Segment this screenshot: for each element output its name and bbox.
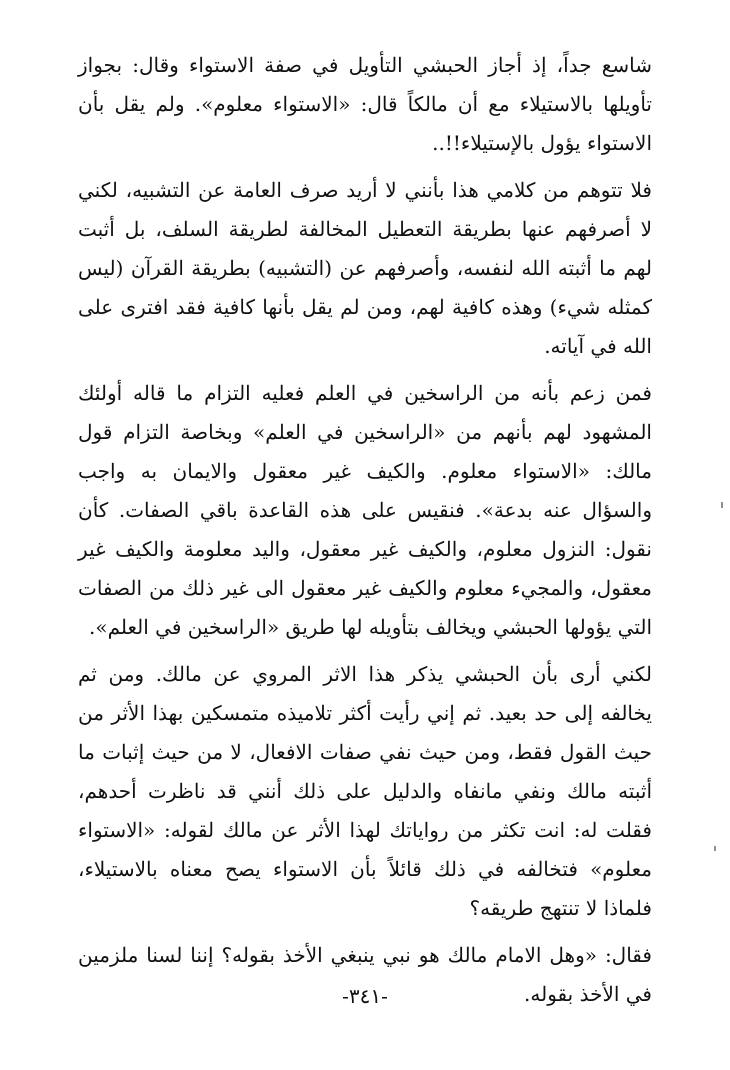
paragraph-1: شاسع جداً، إذ أجاز الحبشي التأويل في صفة الاستواء وقال: بجواز تأويلها بالاستيلاء مع أن مالكاً قال: «الاستواء معلوم». ولم يقل بأن الاستواء يؤول بالإستيلاء!!.. [78, 53, 652, 155]
body-text [78, 46, 652, 1022]
scan-speck-mark [721, 502, 723, 508]
page-number: -٣٤١- [342, 984, 388, 1008]
paragraph-4: لكني أرى بأن الحبشي يذكر هذا الاثر المروي عن مالك. ومن ثم يخالفه إلى حد بعيد. ثم إني رأيت أكثر تلاميذه متمسكين بهذا الأثر من حيث القول فقط، ومن حيث نفي صفات الافعال، لا من حيث إثبات ما أثبته مالك ونفي مانفاه والدليل على ذلك أنني قد ناظرت أحدهم، فقلت له: انت تكثر من رواياتك لهذا الأثر عن مالك لقوله: «الاستواء معلوم» فتخالفه في ذلك قائلاً بأن الاستواء يصح معناه بالاستيلاء، فلماذا لا تنتهج طريقه؟ [78, 662, 653, 920]
paragraph-3: فمن زعم بأنه من الراسخين في العلم فعليه التزام ما قاله أولئك المشهود لهم بأنهم من «الراسخين في العلم» وبخاصة التزام قول مالك: «الاستواء معلوم. والكيف غير معقول والايمان به واجب والسؤال عنه بدعة». فنقيس على هذه القاعدة باقي الصفات. كأن نقول: النزول معلوم، والكيف غير معقول، واليد معلومة والكيف غير معقول، والمجيء معلوم والكيف غير معقول الى غير ذلك من الصفات التي يؤولها الحبشي ويخالف بتأويله لها طريق «الراسخين في العلم». [78, 381, 652, 639]
scan-speck-mark [714, 846, 716, 851]
paragraph-2: فلا تتوهم من كلامي هذا بأنني لا أريد صرف العامة عن التشبيه، لكني لا أصرفهم عنها بطريقة التعطيل المخالفة لطريقة السلف، بل أثبت لهم ما أثبته الله لنفسه، وأصرفهم عن (التشبيه) بطريقة القرآن (ليس كمثله شيء) وهذه كافية لهم، ومن لم يقل بأنها كافية فقد افترى على الله في آياته. [78, 178, 652, 358]
paragraph-5: فقال: «وهل الامام مالك هو نبي ينبغي الأخذ بقوله؟ إننا لسنا ملزمين في الأخذ بقوله. [78, 943, 652, 1006]
